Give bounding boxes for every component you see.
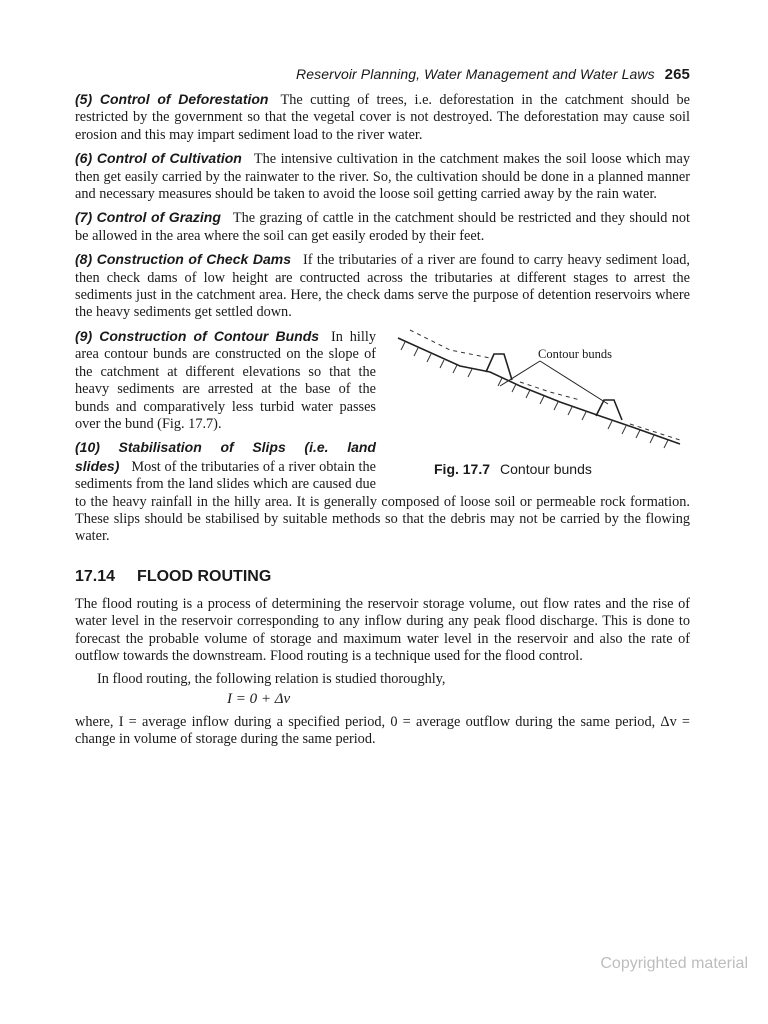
paragraph-check-dams (75, 251, 690, 322)
flood-routing-equation: I = 0 + Δv (227, 690, 291, 707)
contour-bunds-label: Contour bunds (538, 346, 612, 361)
paragraph-cultivation (75, 150, 690, 203)
text-slips: Most of the tributaries of a river obtain the sediments from the land slides which are caused due to the heavy rainfall in the hilly area. It is generally composed of loose soil or permeable rock formation. These slips should be stabilised by suitable methods so that the debris may not be carried by the flowing water. (75, 458, 690, 545)
text-cultivation: The intensive cultivation in the catchment makes the soil loose which may then get easily carried by the rainwater to the river. So, the cultivation should be done in a planned manner and necessary measures should be taken to avoid the loose soil getting carried away by the rain water. (75, 151, 690, 203)
heading-cultivation: (6) Control of Cultivation (75, 150, 242, 167)
heading-slips: (10) Stabilisation of Slips (i.e. land slides) (75, 439, 376, 474)
text-deforestation: The cutting of trees, i.e. deforestation in the catchment should be restricted by the government so that the vegetal cover is not destroyed. The deforestation may cause soil erosion and this may impart sediment load to the river water. (75, 92, 691, 143)
text-contour-bunds: In hilly area contour bunds are constructed on the slope of the catchment at different elevations so that the heavy sediments are arrested at the base of the bunds and comparatively less turbid water passes over the bund (Fig. 17.7). (75, 328, 376, 432)
contour-section (75, 328, 690, 552)
paragraph-grazing (75, 209, 690, 245)
lower-dash-line (630, 424, 680, 440)
document-page (75, 66, 690, 755)
running-header (75, 66, 690, 83)
section-number: 17.14 (75, 567, 116, 585)
heading-check-dams: (8) Construction of Check Dams (75, 251, 292, 268)
heading-deforestation: (5) Control of Deforestation (75, 91, 269, 107)
text-grazing: The grazing of cattle in the catchment should be restricted and they should not be allowed in the area where the soil can get easily eroded by their feet. (75, 210, 690, 244)
upper-dash-line (410, 330, 490, 358)
figure-caption (434, 461, 592, 477)
paragraph-flood-routing-relation: In flood routing, the following relation is studied thoroughly, (97, 671, 446, 688)
heading-contour-bunds: (9) Construction of Contour Bunds (75, 327, 320, 344)
heading-grazing: (7) Control of Grazing (75, 209, 221, 226)
figure-label: Fig. 17.7 (434, 460, 491, 477)
paragraph-deforestation (75, 91, 690, 144)
copyright-watermark: Copyrighted material (600, 955, 748, 972)
section-title: FLOOD ROUTING (137, 567, 272, 585)
text-check-dams: If the tributaries of a river are found to carry heavy sediment load, then check dams of low height are contructed across the tributaries at different stages to arrest the sediments just in the catchment area. Here, the check dams serve the purpose of detention reservoirs where the heavy sediments get settled down. (75, 252, 690, 321)
section-heading-flood-routing (75, 568, 690, 586)
lower-bund-shape (596, 400, 622, 420)
page-number: 265 (664, 66, 690, 83)
running-title: Reservoir Planning, Water Management and Water Laws (296, 66, 655, 82)
paragraph-flood-routing-definition: The flood routing is a process of determining the reservoir storage volume, out flow rates and the rise of water level in the reservoir corresponding to any inflow during any peak flood discharge. This is done to forecast the probable volume of storage and maximum water level in the reservoir and also the rate of outflow towards the downstream. Flood routing is a technique used for the flood control. (75, 595, 690, 664)
figure-caption-text: Contour bunds (500, 460, 592, 477)
paragraph-where-definitions: where, I = average inflow during a specified period, 0 = average outflow during the same period, Δv = change in volume of storage during the same period. (75, 713, 690, 748)
figure-contour-bunds (390, 328, 690, 488)
